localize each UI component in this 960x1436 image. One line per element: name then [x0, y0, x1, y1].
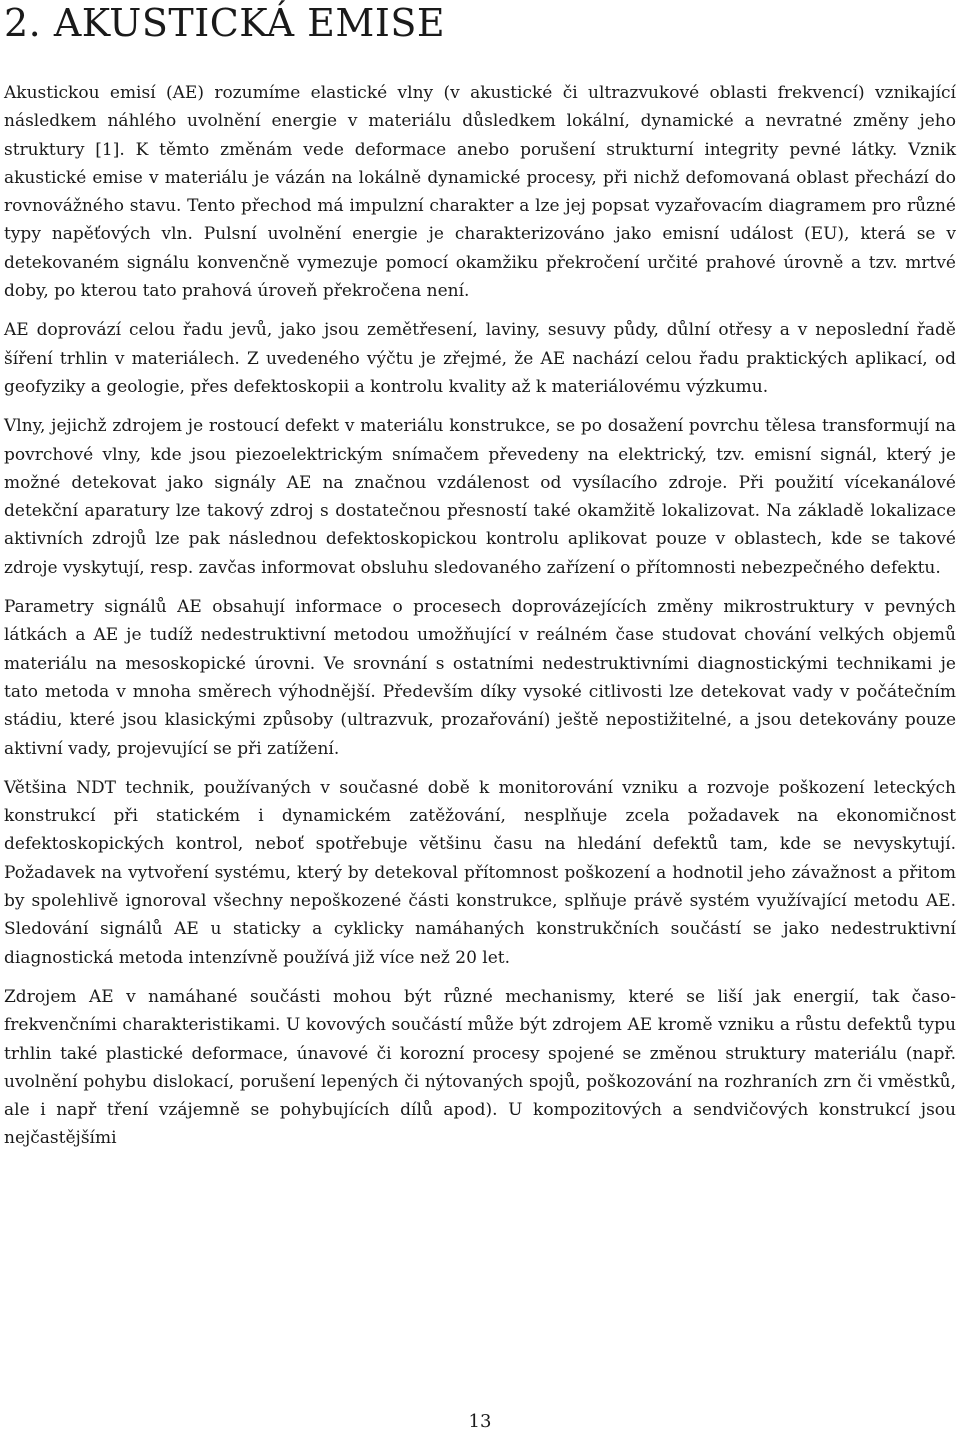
paragraph-ae-sources: Zdrojem AE v namáhané součásti mohou být různé mechanismy, které se liší jak energií, tak časo-frekvenčními charakteristikami. U kovových součástí může být zdrojem AE kromě vzniku a růstu defektů typu trhlin také plastické deformace, únavové či korozní procesy spojené se změnou struktury materiálu (např. uvolnění pohybu dislokací, porušení lepených či nýtovaných spojů, poškozování na rozhraních zrn či vměstků, ale i např tření vzájemně se pohybujících dílů apod). U kompozitových a sendvičových konstrukcí jsou nejčastějšími [4, 986, 956, 1149]
body-text [4, 79, 956, 1164]
paragraph-wave-detection: Vlny, jejichž zdrojem je rostoucí defekt v materiálu konstrukce, se po dosažení povrchu tělesa transformují na povrchové vlny, kde jsou piezoelektrickým snímačem převedeny na elektrický, tzv. emisní signál, který je možné detekovat jako signály AE na značnou vzdálenost od vysílacího zdroje. Při použití vícekanálové detekční aparatury lze takový zdroj s dostatečnou přesností také okamžitě lokalizovat. Na základě lokalizace aktivních zdrojů lze pak následnou defektoskopickou kontrolu aplikovat pouze v oblastech, kde se takové zdroje vyskytují, resp. zavčas informovat obsluhu sledovaného zařízení o přítomnosti nebezpečného defektu. [4, 416, 956, 578]
paragraph-ae-phenomena: AE doprovází celou řadu jevů, jako jsou zemětřesení, laviny, sesuvy půdy, důlní otřesy a v neposlední řadě šíření trhlin v materiálech. Z uvedeného výčtu je zřejmé, že AE nachází celou řadu praktických aplikací, od geofyziky a geologie, přes defektoskopii a kontrolu kvality až k materiálovému výzkumu. [4, 320, 956, 397]
page-number: 13 [468, 1411, 492, 1432]
paragraph-signal-parameters: Parametry signálů AE obsahují informace o procesech doprovázejících změny mikrostruktury v pevných látkách a AE je tudíž nedestruktivní metodou umožňující v reálném čase studovat chování velkých objemů materiálu na mesoskopické úrovni. Ve srovnání s ostatními nedestruktivními diagnostickými technikami je tato metoda v mnoha směrech výhodnější. Především díky vysoké citlivosti lze detekovat vady v počátečním stádiu, které jsou klasickými způsoby (ultrazvuk, prozařování) ještě nepostižitelné, a jsou detekovány pouze aktivní vady, projevující se při zatížení. [4, 597, 956, 759]
paragraph-ndt-techniques: Většina NDT technik, používaných v současné době k monitorování vzniku a rozvoje poškození leteckých konstrukcí při statickém i dynamickém zatěžování, nesplňuje zcela požadavek na ekonomičnost defektoskopických kontrol, neboť spotřebuje většinu času na hledání defektů tam, kde se nevyskytují. Požadavek na vytvoření systému, který by detekoval přítomnost poškození a hodnotil jeho závažnost a přitom by spolehlivě ignoroval všechny nepoškozené části konstrukce, splňuje právě systém využívající metodu AE. Sledování signálů AE u staticky a cyklicky namáhaných konstrukčních součástí se jako nedestruktivní diagnostická metoda intenzívně používá již více než 20 let. [4, 777, 956, 968]
paragraph-ae-definition: Akustickou emisí (AE) rozumíme elastické vlny (v akustické či ultrazvukové oblasti frekvencí) vznikající následkem náhlého uvolnění energie v materiálu důsledkem lokální, dynamické a nevratné změny jeho struktury [1]. K těmto změnám vede deformace anebo porušení strukturní integrity pevné látky. Vznik akustické emise v materiálu je vázán na lokálně dynamické procesy, při nichž defomovaná oblast přechází do rovnovážného stavu. Tento přechod má impulzní charakter a lze jej popsat vyzařovacím diagramem pro různé typy napěťových vln. Pulsní uvolnění energie je charakterizováno jako emisní událost (EU), která se v detekovaném signálu konvenčně vymezuje pomocí okamžiku překročení určité prahové úrovně a tzv. mrtvé doby, po kterou tato prahová úroveň překročena není. [4, 83, 956, 302]
section-title: 2. AKUSTICKÁ EMISE [4, 1, 446, 45]
